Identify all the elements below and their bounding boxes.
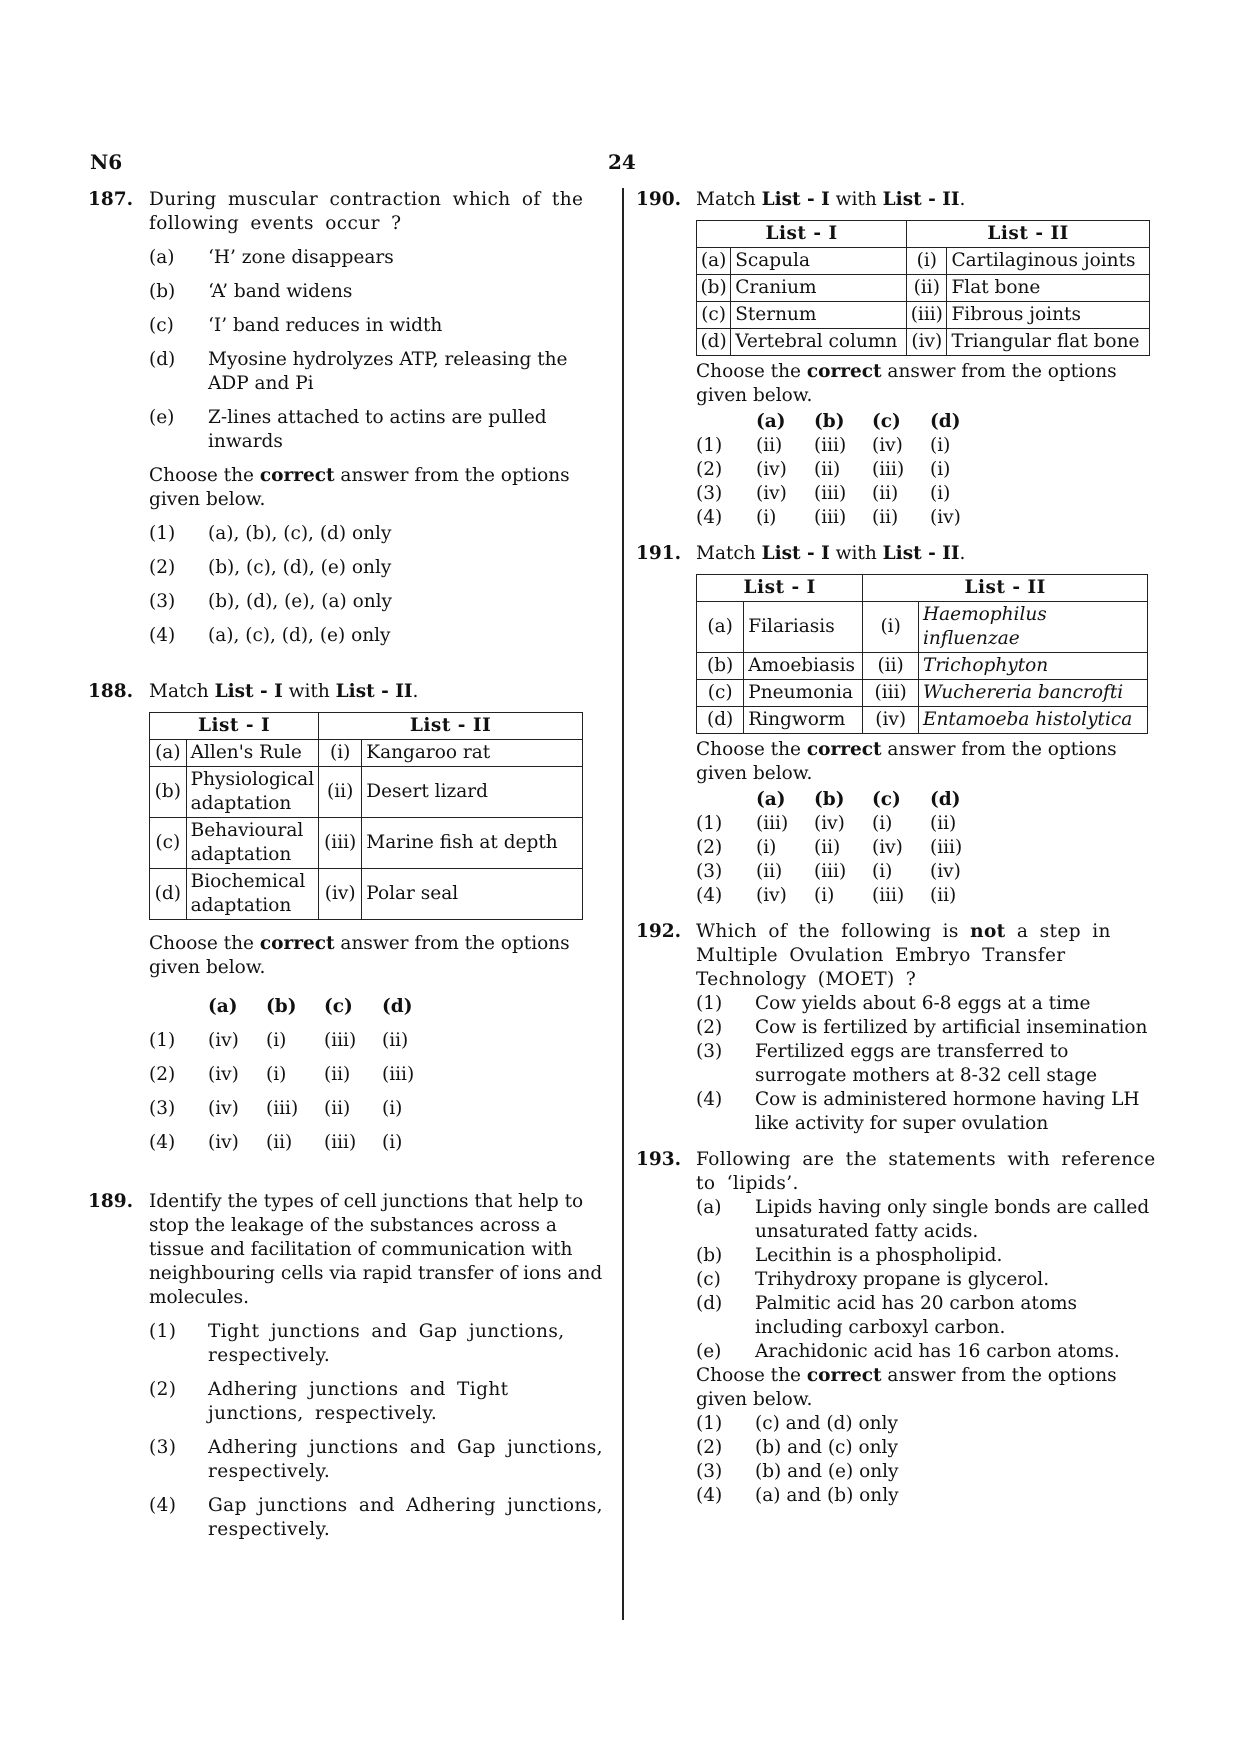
table-row: (c) Pneumonia (iii) Wuchereria bancrofti [697, 680, 1148, 707]
match-table [696, 574, 1148, 734]
answer-option[interactable]: (4) (iv) (i) (iii) (ii) [696, 885, 957, 906]
answer-option[interactable]: (4) (i) (iii) (ii) (iv) [696, 507, 961, 528]
answer-prompt: Choose the correct answer from the options given below. [696, 739, 1117, 784]
table-row: (d) Biochemical adaptation (iv) Polar seal [150, 869, 583, 920]
question-number: 193. [636, 1149, 682, 1170]
answer-option[interactable]: (3) (b), (d), (e), (a) only [149, 591, 392, 612]
answer-prompt: Choose the correct answer from the options given below. [696, 361, 1117, 406]
answer-option[interactable]: (3) (iv) (iii) (ii) (i) [149, 1098, 403, 1119]
paper-code: N6 [90, 150, 123, 174]
question-187 [88, 188, 610, 648]
table-row: (a) Scapula (i) Cartilaginous joints [697, 248, 1150, 275]
table-row: (b) Cranium (ii) Flat bone [697, 275, 1150, 302]
table-header: List - I [150, 713, 319, 740]
table-row: (d) Ringworm (iv) Entamoeba histolytica [697, 707, 1148, 734]
question-190 [636, 188, 1156, 530]
answer-option[interactable]: (2) Cow is fertilized by artificial insemination [696, 1017, 1148, 1038]
answer-prompt: Choose the correct answer from the options given below. [149, 933, 570, 978]
answer-option[interactable]: (4) Cow is administered hormone having LH like activity for super ovulation [696, 1089, 1140, 1134]
question-193 [636, 1148, 1156, 1508]
answer-option[interactable]: (3) Fertilized eggs are transferred to surrogate mothers at 8-32 cell stage [696, 1041, 1098, 1086]
table-header: List - II [907, 221, 1150, 248]
question-text: Which of the following is not a step in Multiple Ovulation Embryo Transfer Technology (MOET) ? [696, 921, 1111, 990]
table-row: (c) Behavioural adaptation (iii) Marine fish at depth [150, 818, 583, 869]
question-number: 189. [88, 1191, 134, 1212]
answer-option[interactable]: (4) Gap junctions and Adhering junctions, respectively. [149, 1495, 603, 1540]
answer-option[interactable]: (2) (iv) (ii) (iii) (i) [696, 459, 951, 480]
table-row: (d) Vertebral column (iv) Triangular flat bone [697, 329, 1150, 356]
question-text: Following are the statements with reference to ‘lipids’. [696, 1149, 1156, 1194]
answer-option[interactable]: (1) Tight junctions and Gap junctions, respectively. [149, 1321, 565, 1366]
answer-option[interactable]: (4) (iv) (ii) (iii) (i) [149, 1132, 403, 1153]
table-header: List - II [319, 713, 583, 740]
table-header: List - I [697, 221, 907, 248]
statement: (e) Arachidonic acid has 16 carbon atoms. [696, 1341, 1120, 1362]
answer-option[interactable]: (1) Cow yields about 6-8 eggs at a time [696, 993, 1091, 1014]
statement: (a) Lipids having only single bonds are called unsaturated fatty acids. [696, 1197, 1150, 1242]
answer-option[interactable]: (2) (b) and (c) only [696, 1437, 898, 1458]
answer-options-table: (a) (b) (c) (d) (1) (ii) (iii) (iv) (i) (2) (iv) (ii) (iii) (i) (3) (iv) (iii) (ii) (i) (4) (i) (iii) (ii) (iv) [636, 410, 961, 530]
statement: (e) Z-lines attached to actins are pulled inwards [149, 407, 547, 452]
match-table [696, 220, 1150, 356]
right-column [636, 188, 1156, 1508]
question-number: 191. [636, 543, 682, 564]
question-text: During muscular contraction which of the following events occur ? [149, 189, 584, 234]
answer-prompt: Choose the correct answer from the options given below. [696, 1365, 1117, 1410]
question-text: Match List - I with List - II. [696, 543, 966, 564]
answer-option[interactable]: (4) (a) and (b) only [696, 1485, 899, 1506]
question-number: 187. [88, 189, 134, 210]
question-191 [636, 542, 1156, 908]
statement: (b) ‘A’ band widens [149, 281, 353, 302]
table-row: (a) Allen's Rule (i) Kangaroo rat [150, 740, 583, 767]
answer-option[interactable]: (1) (ii) (iii) (iv) (i) [696, 435, 951, 456]
page-number: 24 [608, 150, 636, 174]
table-row: (a) Filariasis (i) Haemophilus influenzae [697, 602, 1148, 653]
statement: (a) ‘H’ zone disappears [149, 247, 394, 268]
question-number: 192. [636, 921, 682, 942]
answer-option[interactable]: (1) (a), (b), (c), (d) only [149, 523, 392, 544]
question-text: Match List - I with List - II. [149, 681, 419, 702]
answer-option[interactable]: (3) (ii) (iii) (i) (iv) [696, 861, 961, 882]
table-header: List - II [863, 575, 1148, 602]
statement: (c) ‘I’ band reduces in width [149, 315, 443, 336]
answer-option[interactable]: (1) (iv) (i) (iii) (ii) [149, 1030, 409, 1051]
question-188 [88, 680, 610, 1160]
statement: (d) Myosine hydrolyzes ATP, releasing the ADP and Pi [149, 349, 568, 394]
question-number: 188. [88, 681, 134, 702]
statement: (d) Palmitic acid has 20 carbon atoms including carboxyl carbon. [696, 1293, 1078, 1338]
question-text: Match List - I with List - II. [696, 189, 966, 210]
table-header: List - I [697, 575, 863, 602]
match-table [149, 712, 583, 920]
answer-option[interactable]: (3) Adhering junctions and Gap junctions, respectively. [149, 1437, 603, 1482]
answer-options-table: (a) (b) (c) (d) (1) (iii) (iv) (i) (ii) (2) (i) (ii) (iv) (iii) (3) (ii) (iii) (i) (iv) (4) (iv) (i) (iii) (ii) [636, 788, 962, 908]
answer-option[interactable]: (1) (iii) (iv) (i) (ii) [696, 813, 957, 834]
question-text: Identify the types of cell junctions that help to stop the leakage of the substances across a tissue and facilitation of communication with neighbouring cells via rapid transfer of ions and molecules. [149, 1191, 603, 1308]
answer-option[interactable]: (4) (a), (c), (d), (e) only [149, 625, 391, 646]
answer-option[interactable]: (3) (b) and (e) only [696, 1461, 899, 1482]
column-divider [622, 188, 624, 1620]
answer-option[interactable]: (2) (b), (c), (d), (e) only [149, 557, 392, 578]
statement: (c) Trihydroxy propane is glycerol. [696, 1269, 1050, 1290]
answer-prompt: Choose the correct answer from the options given below. [149, 465, 570, 510]
answer-option[interactable]: (2) (iv) (i) (ii) (iii) [149, 1064, 415, 1085]
table-row: (b) Physiological adaptation (ii) Desert lizard [150, 767, 583, 818]
statement: (b) Lecithin is a phospholipid. [696, 1245, 1003, 1266]
left-column [88, 188, 610, 1542]
table-row: (b) Amoebiasis (ii) Trichophyton [697, 653, 1148, 680]
answer-options-table: (a) (b) (c) (d) (1) (iv) (i) (iii) (ii) (2) (iv) (i) (ii) (iii) (3) (iv) (iii) (ii) (i) (4) (iv) (ii) (iii) (i) [88, 990, 414, 1160]
answer-option[interactable]: (2) Adhering junctions and Tight junctions, respectively. [149, 1379, 509, 1424]
table-row: (c) Sternum (iii) Fibrous joints [697, 302, 1150, 329]
question-number: 190. [636, 189, 682, 210]
answer-option[interactable]: (3) (iv) (iii) (ii) (i) [696, 483, 951, 504]
question-192 [636, 920, 1156, 1136]
answer-option[interactable]: (1) (c) and (d) only [696, 1413, 898, 1434]
answer-option[interactable]: (2) (i) (ii) (iv) (iii) [696, 837, 963, 858]
question-189 [88, 1190, 610, 1542]
